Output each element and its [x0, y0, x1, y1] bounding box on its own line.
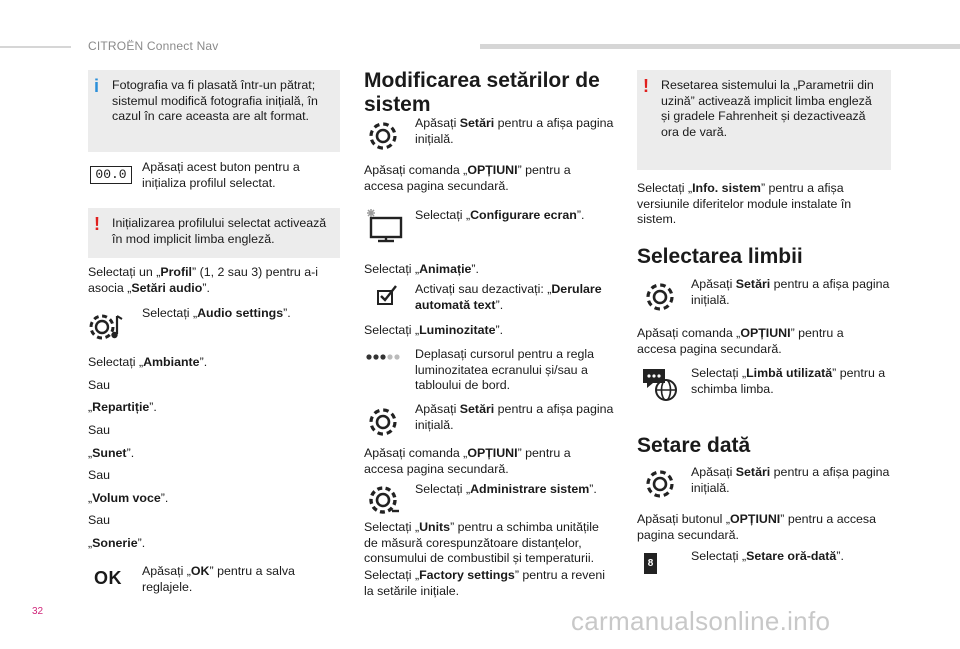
- screen-config-icon: [364, 208, 406, 244]
- note-text: Fotografia va fi plasată într-un pătrat; sistemul modifică fotografia inițială, în cazul în care aceasta are alt format.: [112, 78, 318, 123]
- select-profile-text: Selectați un „Profil” (1, 2 sau 3) pentru a-i asocia „Setări audio”.: [88, 265, 319, 295]
- repartitie-text: „Repartiție”.: [88, 400, 157, 414]
- or-text: Sau: [88, 423, 111, 437]
- admin-text: Selectați „Administrare sistem”.: [415, 482, 597, 496]
- header-title: CITROËN Connect Nav: [88, 39, 219, 53]
- units-text: Selectați „Units” pentru a schimba unitățile de măsură corespunzătoare distanțelor, consumului de combustibil și temperaturii.: [364, 520, 599, 565]
- cursor-text: Deplasați cursorul pentru a regla luminozitatea ecranului și/sau a tabloului de bord.: [415, 347, 595, 392]
- language-icon: [640, 366, 680, 402]
- or-text: Sau: [88, 468, 111, 482]
- luminozitate-text: Selectați „Luminozitate”.: [364, 323, 504, 337]
- warning-note-reset: [637, 70, 891, 170]
- section-heading-language: Selectarea limbii: [637, 245, 803, 268]
- header-divider-left: [0, 46, 71, 48]
- audio-settings-text: Selectați „Audio settings”.: [142, 306, 291, 320]
- warning-mark-icon: !: [643, 76, 649, 96]
- ambiante-text: Selectați „Ambiante”.: [88, 355, 208, 369]
- note-text: Resetarea sistemului la „Parametrii din uzină” activează implicit limba engleză și gradele Fahrenheit și dezactivează ora de vară.: [661, 78, 874, 139]
- header-divider-right: [480, 44, 960, 49]
- section-heading-system-settings: Modificarea setărilor de sistem: [364, 69, 600, 116]
- setari-text: Apăsați Setări pentru a afișa pagina inițială.: [415, 402, 614, 432]
- setari-text: Apăsați Setări pentru a afișa pagina inițială.: [691, 277, 890, 307]
- animatie-text: Selectați „Animație”.: [364, 262, 479, 276]
- ora-data-text: Selectați „Setare oră-dată”.: [691, 549, 844, 563]
- warning-note-profile: [88, 208, 340, 258]
- settings-gear-icon: [643, 280, 677, 314]
- factory-settings-text: Selectați „Factory settings” pentru a reveni la setările inițiale.: [364, 568, 606, 598]
- setari-text: Apăsați Setări pentru a afișa pagina inițială.: [691, 465, 890, 495]
- settings-gear-icon: [366, 119, 400, 153]
- optiuni-text: Apăsați comanda „OPȚIUNI” pentru a accesa pagina secundară.: [637, 326, 844, 356]
- derulare-text: Activați sau dezactivați: „Derulare automată text”.: [415, 282, 602, 312]
- limba-text: Selectați „Limbă utilizată” pentru a schimba limba.: [691, 366, 886, 396]
- info-sistem-text: Selectați „Info. sistem” pentru a afișa versiunile diferitelor module instalate în sistem.: [637, 181, 852, 226]
- reset-text: Apăsați acest buton pentru a inițializa profilul selectat.: [142, 160, 300, 190]
- note-text: Inițializarea profilului selectat activează în mod implicit limba engleză.: [112, 216, 327, 246]
- config-ecran-text: Selectați „Configurare ecran”.: [415, 208, 585, 222]
- info-note-photo: [88, 70, 340, 152]
- optiuni-text: Apăsați comanda „OPȚIUNI” pentru a accesa pagina secundară.: [364, 163, 571, 193]
- system-admin-gear-icon: [366, 483, 402, 517]
- ok-button-label: OK: [94, 568, 122, 588]
- audio-settings-icon: [88, 310, 126, 344]
- or-text: Sau: [88, 513, 111, 527]
- optiuni-text: Apăsați butonul „OPȚIUNI” pentru a accesa pagina secundară.: [637, 512, 877, 542]
- checkbox-checked-icon: [376, 284, 400, 306]
- or-text: Sau: [88, 378, 111, 392]
- watermark: carmanualsonline.info: [571, 606, 831, 636]
- reset-button-icon: [88, 165, 134, 185]
- clock-tag-icon: 8: [644, 553, 657, 574]
- reset-button-label: 00.0: [90, 166, 131, 184]
- settings-gear-icon: [366, 405, 400, 439]
- volum-voce-text: „Volum voce”.: [88, 491, 169, 505]
- sunet-text: „Sunet”.: [88, 446, 135, 460]
- ok-button-icon: [88, 567, 128, 589]
- ok-text: Apăsați „OK” pentru a salva reglajele.: [142, 564, 295, 594]
- sonerie-text: „Sonerie”.: [88, 536, 146, 550]
- optiuni-text: Apăsați comanda „OPȚIUNI” pentru a accesa pagina secundară.: [364, 446, 571, 476]
- settings-gear-icon: [643, 467, 677, 501]
- brightness-slider-icon: [366, 352, 402, 362]
- setari-text: Apăsați Setări pentru a afișa pagina inițială.: [415, 116, 614, 146]
- warning-mark-icon: !: [94, 214, 100, 234]
- page-number: 32: [32, 606, 44, 617]
- info-mark-icon: i: [94, 76, 100, 96]
- section-heading-date: Setare dată: [637, 434, 751, 457]
